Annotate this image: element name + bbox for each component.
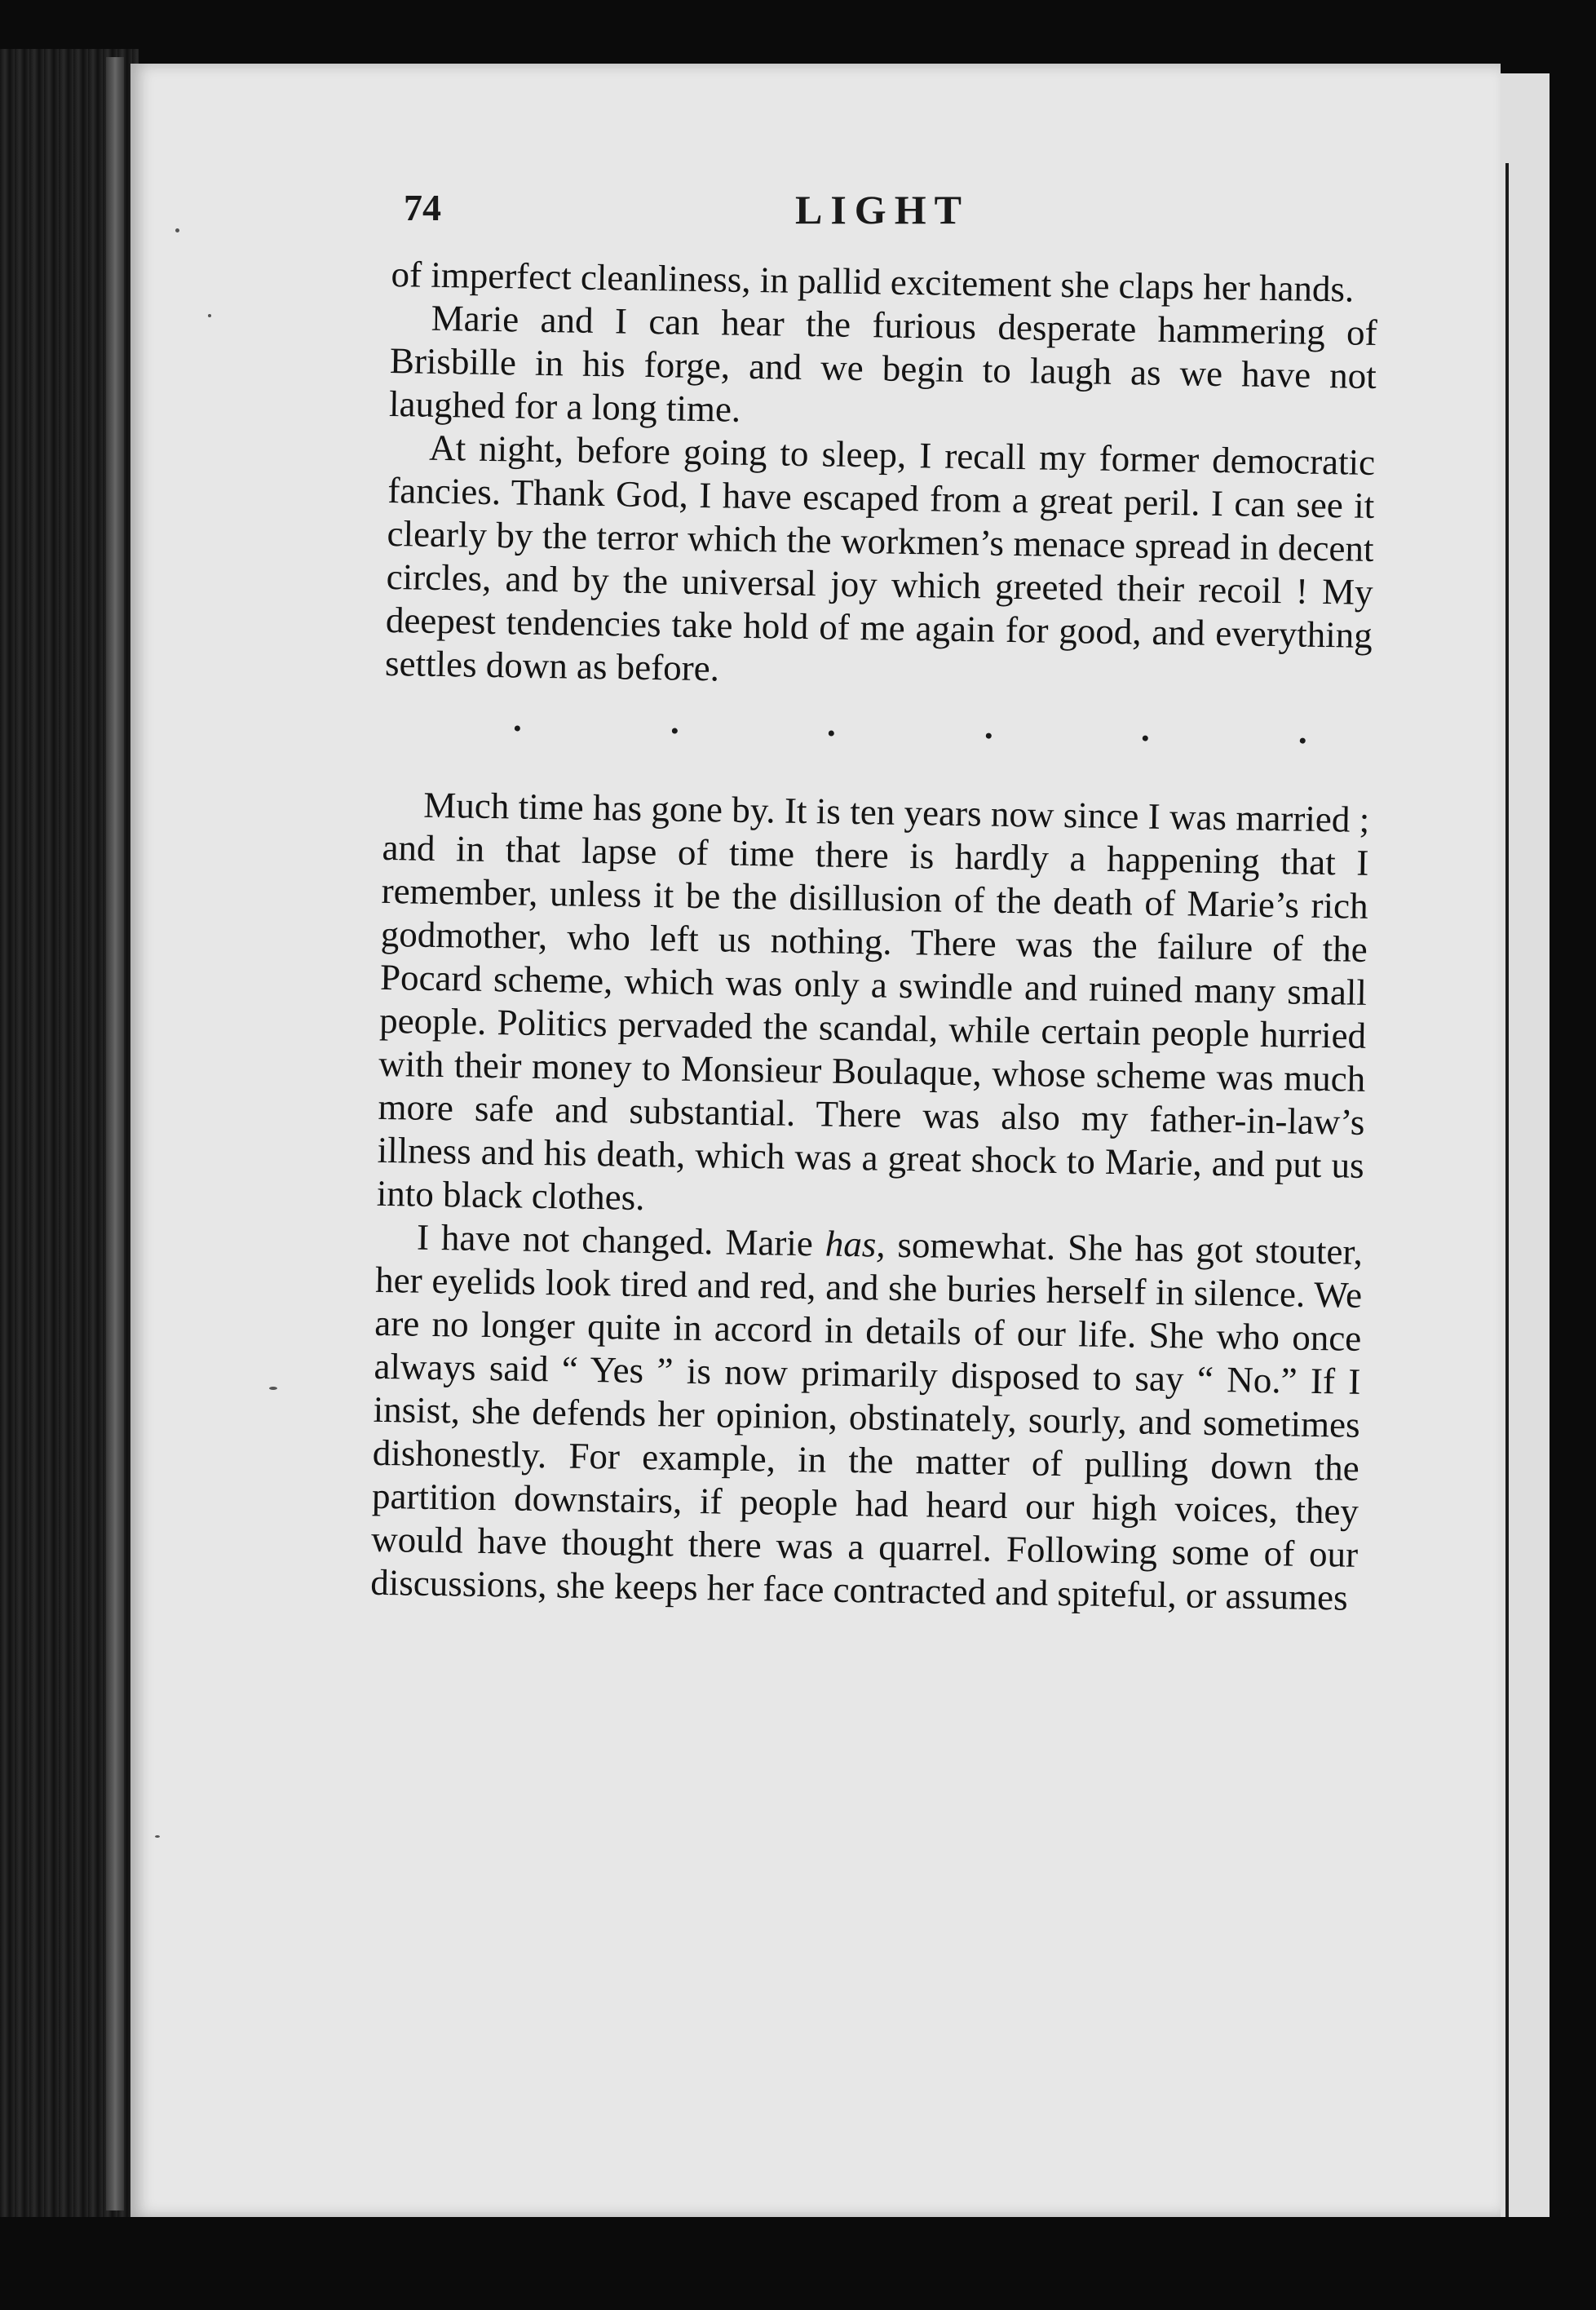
page-header (404, 186, 1374, 243)
page-fold-line (1505, 163, 1509, 2235)
page-number: 74 (404, 187, 441, 228)
paper-speck (208, 314, 211, 317)
section-break-dot (986, 732, 992, 738)
section-break-dot (1300, 737, 1306, 743)
body-text (370, 253, 1378, 1620)
paragraph-text: somewhat. She has got stouter, her eyelids look tired and red, and she buries herself in silence. We are no longer quite in accord in details of our life. She who once always said “ Yes ” is now primarily disposed to say “ No.” If I insist, she defends her opinion, obstinately, sourly, and sometimes dishonestly. For example, in the matter of pulling down the partition downstairs, if people had heard our high voices, they would have thought there was a quarrel. Following some of our discussions, she keeps her face contracted and spiteful, or assumes (370, 1224, 1364, 1618)
paper-speck (175, 228, 179, 232)
paper-speck (155, 1835, 160, 1838)
paragraph: At night, before going to sleep, I recall my former democratic fancies. Thank God, I have escaped from a great peril. I can see it clearly by the terror which the workmen’s menace spread in decent circles, and by the universal joy which greeted their recoil ! My deepest tendencies take hold of me again for good, and everything settles down as before. (384, 427, 1376, 689)
paragraph: Marie and I can hear the furious desperate hammering of Brisbille in his forge, and we begin to laugh as we have not laughed for a long time. (388, 297, 1378, 430)
paragraph: Much time has gone by. It is ten years now since I was married ; and in that lapse of time there is hardly a happening that I remember, unless it be the disillusion of the death of Marie’s rich godmother, who left us nothing. There was the failure of the Pocard scheme, which was only a swindle and ruined many small people. Politics pervaded the scandal, while certain people hurried with their money to Monsieur Boulaque, whose scheme was much more safe and substantial. There was also my father-in-law’s illness and his death, which was a great shock to Marie, and put us into black clothes. (376, 784, 1370, 1219)
running-title: LIGHT (795, 187, 970, 232)
section-break-dot (671, 728, 677, 733)
page-stack-edge (106, 57, 124, 2210)
section-break-dot (515, 725, 520, 731)
paragraph: of imperfect cleanliness, in pallid excitement she claps her hands. (391, 253, 1355, 310)
section-break-dot (1143, 735, 1148, 741)
italic-word: has, (825, 1223, 886, 1265)
scan-background-bottom (0, 2217, 1596, 2310)
section-break (383, 701, 1371, 766)
paragraph (370, 1215, 1363, 1620)
paragraph-text: I have not changed. Marie (416, 1216, 826, 1264)
paper-speck (269, 1387, 277, 1390)
section-break-dot (829, 730, 834, 736)
scan-background-right (1550, 0, 1596, 2310)
